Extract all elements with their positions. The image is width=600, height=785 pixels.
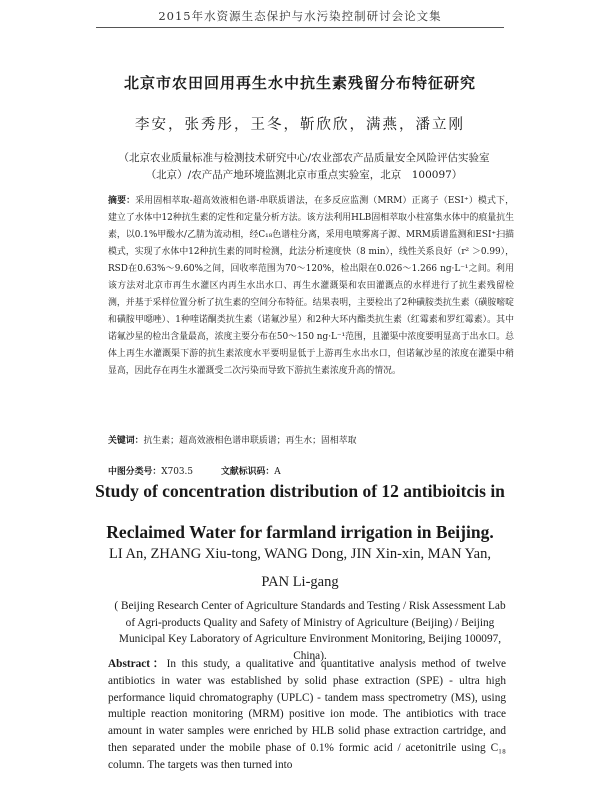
header-rule [96, 27, 504, 28]
chinese-title: 北京市农田回用再生水中抗生素残留分布特征研究 [123, 74, 476, 92]
english-authors-line-2: PAN Li-gang [261, 574, 339, 590]
english-abstract-text: In this study, a qualitative and quantitative analysis method of twelve antibiotics in water was established by solid phase extraction (SPE) - ultra high performance liquid chromatography (UPLC) - tandem mass spectrometry (MS), using multiple reaction monitoring (MRM) positive ion mode. The antibiotics with trace amount in water samples were enriched by HLB solid phase extraction cartridge, and then separated under the mobile phase of 0.1% formic acid / acetonitrile using C₁₈ column. The targets was then turned into [108, 658, 506, 771]
english-abstract-label: Abstract： [108, 658, 167, 670]
clc-code: X703.5 [161, 467, 193, 477]
chinese-abstract-label: 摘要： [108, 196, 136, 206]
chinese-abstract [108, 193, 514, 380]
chinese-authors: 李安，张秀彤，王冬，靳欣欣，满燕，潘立刚 [135, 117, 465, 133]
chinese-affiliation: （北京农业质量标准与检测技术研究中心/农业部农产品质量安全风险评估实验室（北京）/农产品产地环境监测北京市重点实验室，北京 100097） [118, 152, 490, 181]
english-authors-line-1: LI An, ZHANG Xiu-tong, WANG Dong, JIN Xin-xin, MAN Yan, [109, 546, 491, 562]
english-title-line-1: Study of concentration distribution of 12 antibioitcis in [95, 481, 505, 501]
chinese-keywords-label: 关键词： [108, 436, 144, 446]
chinese-keywords-text: 抗生素；超高效液相色谱串联质谱；再生水；固相萃取 [143, 436, 357, 446]
english-title [60, 470, 540, 551]
clc-label: 中图分类号： [108, 467, 162, 477]
english-authors [60, 540, 540, 596]
english-title-line-2: Reclaimed Water for farmland irrigation in Beijing. [106, 522, 494, 542]
chinese-abstract-text: 采用固相萃取-超高效液相色谱-串联质谱法，在多反应监测（MRM）正离子（ESI⁺）模式下，建立了水体中12种抗生素的定性和定量分析方法。该方法利用HLB固相萃取小柱富集水体中的痕量抗生素，以0.1%甲酸水/乙腈为流动相，经C₁₈色谱柱分离，采用电喷雾离子源、MRM质谱监测和ESI⁺扫描模式，实现了水体中12种抗生素的同时检测，此法分析速度快（8 min），线性关系良好（r² ＞0.99），RSD在0.63%～9.60%之间，回收率范围为70～120%，检出限在0.026～1.266 ng·L⁻¹之间。利用该方法对北京市再生水灌区内再生水出水口、再生水灌溉渠和农田灌溉点的水样进行了抗生素残留检测，并基于采样位置分析了抗生素的空间分布特征。结果表明，主要检出了2种磺胺类抗生素（磺胺嘧啶和磺胺甲噁唑）、1种喹诺酮类抗生素（诺氟沙星）和2种大环内酯类抗生素（红霉素和罗红霉素）。其中诺氟沙星的检出含量最高，浓度主要分布在50～150 ng·L⁻¹范围，且灌渠中浓度要明显高于出水口。总体上再生水灌溉渠下游的抗生素浓度水平要明显低于上游再生水出水口，但诺氟沙星的浓度在灌渠中稍显高，因此存在再生水灌溉受二次污染而导致下游抗生素浓度升高的情况。 [108, 196, 514, 376]
doc-code-label: 文献标识码： [220, 467, 275, 477]
english-affiliation: ( Beijing Research Center of Agriculture Standards and Testing / Risk Assessment Lab of Agri-products Quality and Safety of Ministry of Agriculture (Beijing) / Beijing Municipal Key Laboratory of Agriculture Environment Monitoring, Beijing 100097, China). [114, 600, 506, 662]
english-abstract [108, 656, 506, 774]
running-head: 2015年水资源生态保护与水污染控制研讨会论文集 [158, 9, 442, 23]
doc-code: A [274, 467, 281, 477]
chinese-keywords [108, 433, 514, 446]
